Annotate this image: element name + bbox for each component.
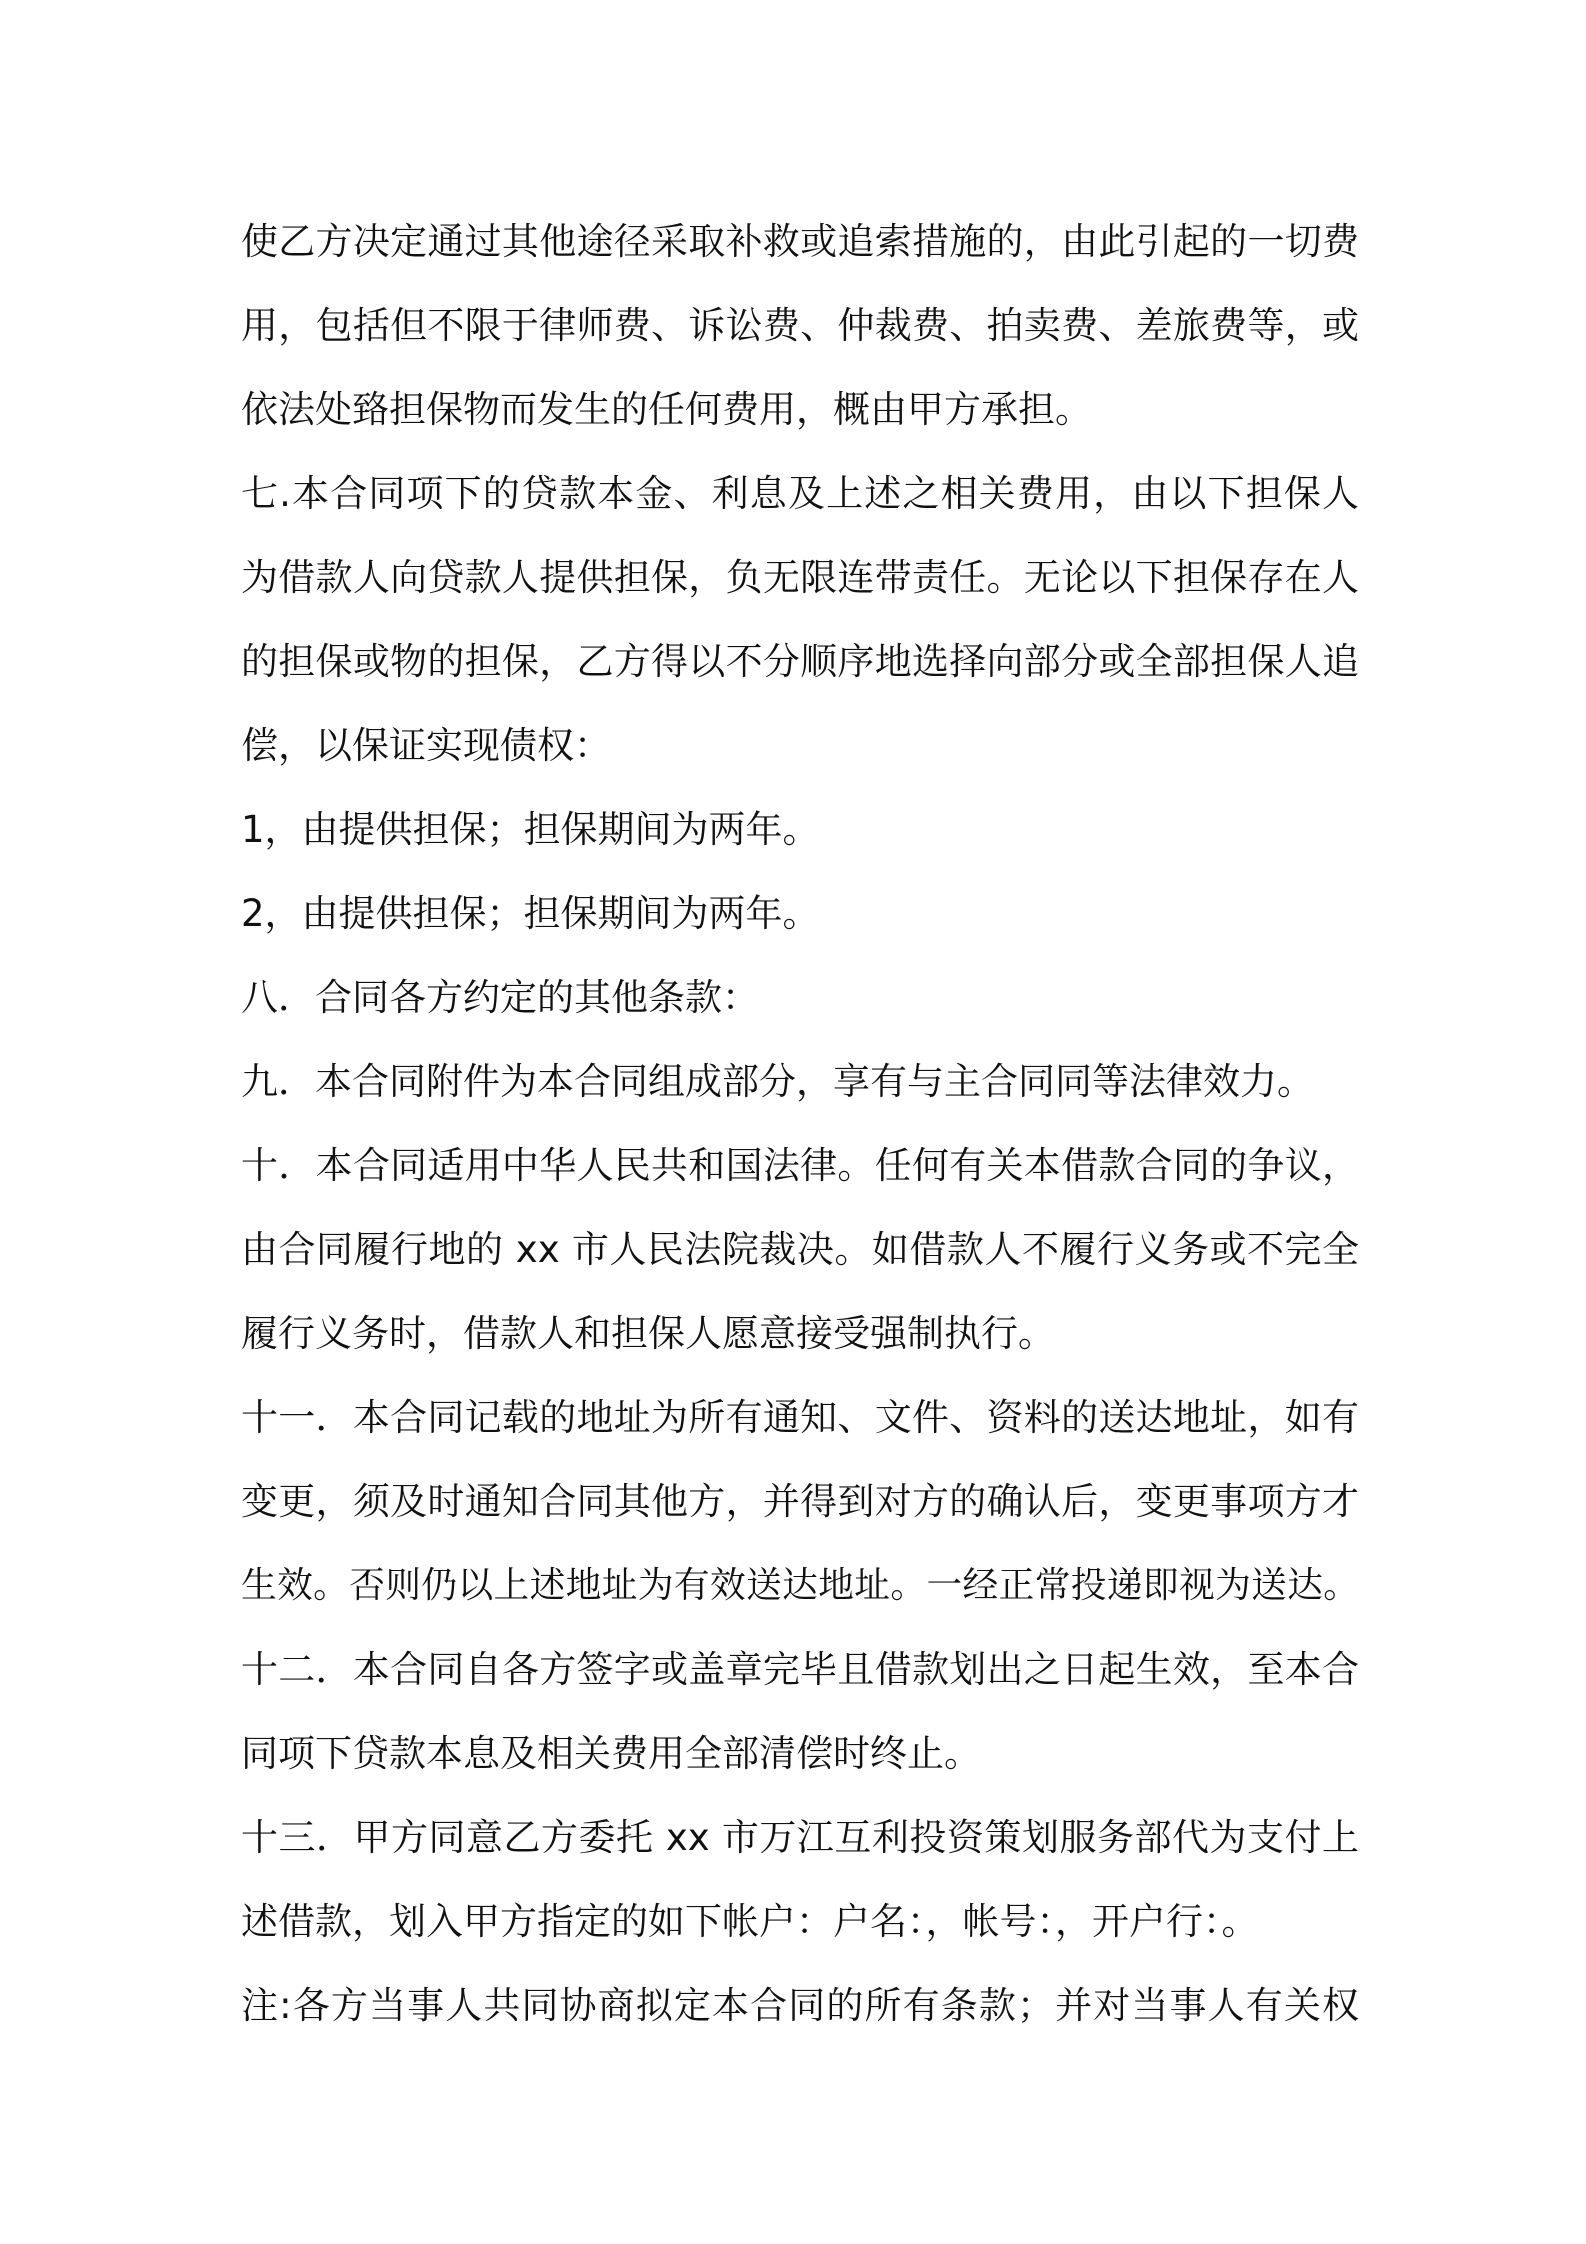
text-line-22: 注:各方当事人共同协商拟定本合同的所有条款；并对当事人有关权: [241, 1984, 1359, 2027]
text-line-16: 变更，须及时通知合同其他方，并得到对方的确认后，变更事项方才: [241, 1480, 1359, 1523]
text-line-4: 七.本合同项下的贷款本金、利息及上述之相关费用，由以下担保人: [241, 472, 1359, 515]
text-line-9: 2，由提供担保；担保期间为两年。: [241, 892, 820, 935]
document-body: [241, 200, 1359, 2048]
text-line-14: 履行义务时，借款人和担保人愿意接受强制执行。: [241, 1312, 1055, 1355]
text-line-6: 的担保或物的担保，乙方得以不分顺序地选择向部分或全部担保人追: [241, 640, 1359, 683]
text-line-18: 十二．本合同自各方签字或盖章完毕且借款划出之日起生效，至本合: [241, 1648, 1359, 1691]
text-line-7: 偿，以保证实现债权：: [241, 724, 611, 767]
text-line-12: 十．本合同适用中华人民共和国法律。任何有关本借款合同的争议，: [241, 1144, 1359, 1187]
text-line-17: 生效。否则仍以上述地址为有效送达地址。一经正常投递即视为送达。: [241, 1565, 1359, 1606]
text-line-19: 同项下贷款本息及相关费用全部清偿时终止。: [241, 1732, 981, 1775]
text-line-11: 九．本合同附件为本合同组成部分，享有与主合同同等法律效力。: [241, 1060, 1314, 1103]
text-line-2: 用，包括但不限于律师费、诉讼费、仲裁费、拍卖费、差旅费等，或: [241, 304, 1359, 347]
text-line-8: 1，由提供担保；担保期间为两年。: [241, 808, 820, 851]
text-line-20: 十三．甲方同意乙方委托 xx 市万江互利投资策划服务部代为支付上: [241, 1816, 1359, 1859]
text-line-3: 依法处臵担保物而发生的任何费用，概由甲方承担。: [241, 388, 1092, 431]
text-line-21: 述借款，划入甲方指定的如下帐户：户名：，帐号：，开户行：。: [241, 1900, 1259, 1943]
text-line-10: 八．合同各方约定的其他条款：: [241, 976, 759, 1019]
text-line-13: 由合同履行地的 xx 市人民法院裁决。如借款人不履行义务或不完全: [241, 1228, 1359, 1271]
text-line-5: 为借款人向贷款人提供担保，负无限连带责任。无论以下担保存在人: [241, 556, 1359, 599]
text-line-15: 十一．本合同记载的地址为所有通知、文件、资料的送达地址，如有: [241, 1396, 1359, 1439]
text-line-1: 使乙方决定通过其他途径采取补救或追索措施的，由此引起的一切费: [241, 220, 1359, 263]
